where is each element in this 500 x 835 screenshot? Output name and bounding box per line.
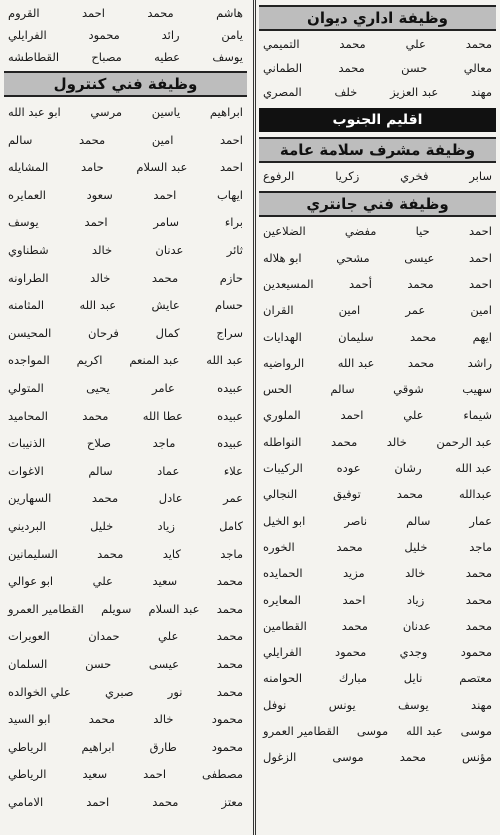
section-heading-safety-supervisor: وظيفة مشرف سلامة عامة [259,137,496,163]
name-row [259,165,496,189]
name-part: اكريم [76,353,103,368]
name-part: سعود [86,187,113,202]
name-part: نور [167,684,183,699]
name-part: عبد الله [337,355,375,370]
name-part: مهند [471,697,492,712]
name-part: كامل [219,518,243,533]
name-part: محمد [216,684,243,699]
name-row [4,375,247,403]
name-part: علي [403,408,424,423]
name-row [259,245,496,271]
name-part: محمود [211,739,243,754]
name-part: احمد [143,767,167,782]
name-part: عبد العزيز [390,85,439,100]
name-part: السهارين [8,491,52,506]
name-part: ماجد [469,539,492,554]
name-part: العويرات [8,629,50,644]
name-part: القطامير العمرو [8,601,84,616]
name-part: عوده [336,461,361,476]
section-heading-admin-diwan: وظيفة اداري ديوان [259,5,496,31]
name-row [4,789,247,817]
name-part: عمر [223,491,243,506]
name-part: الاغوات [8,463,44,478]
name-row [4,99,247,127]
name-part: عبيده [217,380,243,395]
name-part: سعيد [152,574,178,589]
name-part: محمد [330,434,358,449]
name-part: ابراهيم [209,105,243,120]
name-part: عدنان [402,618,431,633]
name-part: امين [470,303,492,318]
name-part: عادل [158,491,183,506]
name-row [259,456,496,482]
name-part: امين [338,303,361,318]
name-part: حيا [415,224,430,239]
name-part: احمد [342,592,366,607]
name-row [259,272,496,298]
name-part: محمد [216,601,243,616]
name-part: علاء [223,463,243,478]
name-part: محمود [460,645,492,660]
name-part: المتولي [8,380,44,395]
name-part: مصطفى [202,767,243,782]
name-part: عبيده [217,436,243,451]
admin-diwan-list [259,33,496,105]
name-part: حسام [215,298,243,313]
name-part: ياسين [151,105,181,120]
name-part: محمد [339,37,366,52]
name-part: محمد [465,592,492,607]
name-part: أحمد [349,276,372,291]
name-part: الرفوع [263,169,295,184]
name-part: السليمانين [8,546,58,561]
name-part: مشحي [336,250,370,265]
name-part: شيماء [463,408,492,423]
name-row [259,81,496,105]
name-part: القطامين [263,618,307,633]
name-part: عبد الله [406,724,443,739]
name-part: محمد [465,618,492,633]
name-part: محمد [407,276,434,291]
name-part: ابو عبد الله [8,105,61,120]
name-part: ماجد [152,436,176,451]
name-part: نايل [403,671,423,686]
name-part: محمد [465,37,492,52]
name-part: العمايره [8,187,46,202]
section-heading-gantry-technician: وظيفة فني جانتري [259,191,496,217]
name-row [259,561,496,587]
name-row [259,535,496,561]
name-part: مرسي [90,105,123,120]
name-part: سالم [8,132,33,147]
name-part: الركيبات [263,461,303,476]
name-part: مؤنس [462,750,492,765]
name-part: احمد [469,224,492,239]
name-row [259,666,496,692]
name-part: محمد [147,6,174,21]
name-part: خليل [404,539,428,554]
name-part: سامر [153,215,180,230]
name-part: خالد [153,712,174,727]
name-row [4,678,247,706]
name-part: الذنيبات [8,436,46,451]
name-part: زكريا [335,169,360,184]
name-part: حمدان [88,629,120,644]
name-part: الطماني [263,61,303,76]
name-part: خالد [90,270,111,285]
name-part: الخوره [263,539,295,554]
name-part: سليمان [338,329,374,344]
name-part: حامد [80,160,104,175]
name-part: عبد الله [79,298,117,313]
name-part: عامر [152,380,175,395]
name-part: مصباح [91,50,122,65]
name-part: عايش [151,298,180,313]
gantry-technician-list [259,219,496,771]
name-row [4,47,247,69]
name-part: عبد المنعم [129,353,180,368]
name-part: صلاح [86,436,111,451]
name-part: الفرايلي [8,28,47,43]
name-part: المواجده [8,353,50,368]
name-part: سعيد [82,767,108,782]
name-part: خالد [405,566,426,581]
name-row [4,651,247,679]
control-technician-list [4,99,247,816]
name-part: محمد [88,712,116,727]
name-part: محمد [216,656,243,671]
name-part: ثائر [226,243,243,258]
name-part: سهيب [462,382,492,397]
name-part: عبدالله [458,487,492,502]
name-row [259,613,496,639]
name-part: الرياطي [8,767,47,782]
name-row [4,3,247,25]
name-part: احمد [220,132,243,147]
name-part: القروم [8,6,40,21]
name-part: القطاطشه [8,50,60,65]
name-part: البرديني [8,518,46,533]
name-row [259,640,496,666]
name-row [4,292,247,320]
section-heading-control-technician: وظيفة فني كنترول [4,71,247,97]
name-part: عبد السلام [148,601,200,616]
name-row [259,482,496,508]
name-part: عيسى [404,250,435,265]
name-part: الحس [263,382,292,397]
name-row [4,596,247,624]
name-part: ابو الخيل [263,513,306,528]
name-part: الهدايات [263,329,302,344]
name-part: الملوري [263,408,301,423]
name-row [4,734,247,762]
name-part: يوسف [212,50,243,65]
name-part: محمد [151,270,179,285]
name-part: احمد [86,794,110,809]
name-row [259,587,496,613]
name-row [4,458,247,486]
name-row [259,219,496,245]
name-part: محمد [82,408,109,423]
name-part: عبد السلام [136,160,188,175]
name-part: النواطله [263,434,302,449]
name-part: سالم [406,513,431,528]
name-row [4,513,247,541]
name-part: معالي [463,61,492,76]
name-part: المحيسن [8,325,52,340]
name-row [4,347,247,375]
name-part: عبيده [217,408,243,423]
name-part: الرواضيه [263,355,305,370]
left-top-list [4,3,247,69]
name-part: احمد [84,215,108,230]
name-part: فخري [400,169,429,184]
name-row [4,127,247,155]
name-part: الطراونه [8,270,49,285]
name-part: عمر [405,303,426,318]
name-part: عماد [157,463,180,478]
name-part: محمد [396,487,424,502]
name-part: المسيعدين [263,276,314,291]
name-part: صبري [104,684,134,699]
name-part: هاشم [216,6,243,21]
name-part: محمد [97,546,124,561]
name-part: مهند [471,85,492,100]
name-part: المعايره [263,592,302,607]
name-part: سابر [469,169,492,184]
name-part: الرياطي [8,739,47,754]
region-heading-south: اقليم الجنوب [259,108,496,132]
name-part: عيسى [148,656,180,671]
name-part: محمد [410,329,437,344]
name-part: محمد [407,355,435,370]
name-part: علي [158,629,179,644]
name-row [259,57,496,81]
name-part: محمد [216,629,243,644]
name-row [4,761,247,789]
name-part: المشايله [8,160,49,175]
name-part: محمود [88,28,120,43]
name-part: القطامير العمرو [263,724,339,739]
name-part: احمد [220,160,243,175]
name-part: عدنان [155,243,184,258]
name-part: معتز [221,794,243,809]
name-part: عطيه [154,50,181,65]
name-part: حازم [219,270,243,285]
name-part: السلمان [8,656,48,671]
name-part: ابو هلاله [263,250,302,265]
name-part: موسى [460,724,492,739]
name-part: الحمايده [263,566,303,581]
name-part: احمد [469,276,492,291]
name-part: فرحان [88,325,119,340]
name-part: المصري [263,85,302,100]
name-row [4,430,247,458]
name-part: موسى [332,750,364,765]
name-row [4,320,247,348]
name-part: محمد [465,566,492,581]
name-part: عمار [469,513,492,528]
name-part: عبد الله [455,461,492,476]
name-row [4,541,247,569]
name-part: سراج [216,325,243,340]
name-row [4,182,247,210]
name-part: احمد [469,250,492,265]
name-part: عبد الله [206,353,243,368]
name-part: زياد [157,518,175,533]
name-part: محمود [335,645,367,660]
name-part: موسى [356,724,389,739]
name-row [4,485,247,513]
name-row [4,265,247,293]
name-part: سالم [88,463,113,478]
name-part: براء [224,215,243,230]
name-part: يامن [221,28,243,43]
name-part: الزغول [263,750,297,765]
name-row [4,209,247,237]
name-part: يحيى [86,380,110,395]
name-part: طارق [149,739,177,754]
name-row [4,403,247,431]
name-part: ابو السيد [8,712,51,727]
name-part: ماجد [220,546,243,561]
name-part: امين [151,132,174,147]
name-part: محمد [338,61,365,76]
name-part: مزيد [342,566,365,581]
name-part: خلف [334,85,358,100]
column-divider [253,0,256,835]
name-part: محمد [399,750,427,765]
name-row [4,237,247,265]
name-part: يوسف [8,215,39,230]
name-part: حسن [401,61,428,76]
name-part: محمد [152,794,179,809]
name-part: الحوامنه [263,671,303,686]
name-part: وجدي [399,645,428,660]
name-part: محمد [216,574,243,589]
name-part: عبد الرحمن [436,434,492,449]
name-part: رائد [161,28,180,43]
name-part: المحاميد [8,408,48,423]
name-row [259,692,496,718]
name-row [4,706,247,734]
name-row [259,403,496,429]
name-row [4,568,247,596]
name-part: يونس [328,697,356,712]
name-part: علي [405,37,426,52]
name-part: شوقي [393,382,424,397]
name-part: ناصر [344,513,368,528]
name-part: النجالي [263,487,298,502]
name-part: شطناوي [8,243,49,258]
name-part: رشان [394,461,422,476]
name-part: خالد [91,243,113,258]
name-part: كمال [155,325,180,340]
name-part: نوفل [263,697,287,712]
right-column [253,0,500,835]
name-part: الفرايلي [263,645,302,660]
name-part: كايد [162,546,181,561]
name-row [259,745,496,771]
name-row [259,350,496,376]
name-part: احمد [340,408,364,423]
name-part: ابو عوالي [8,574,54,589]
name-row [259,719,496,745]
name-part: مفضي [344,224,377,239]
name-part: ايهاب [216,187,243,202]
name-part: احمد [81,6,105,21]
name-part: ابراهيم [81,739,115,754]
name-part: سويلم [101,601,132,616]
name-part: محمد [336,539,363,554]
name-row [4,25,247,47]
name-part: المثامنه [8,298,45,313]
name-part: محمد [91,491,119,506]
safety-supervisor-list [259,165,496,189]
name-part: محمود [211,712,243,727]
name-part: الامامي [8,794,44,809]
name-part: عطا الله [142,408,183,423]
name-row [259,324,496,350]
name-part: سالم [330,382,355,397]
name-part: زياد [406,592,425,607]
name-part: محمد [78,132,106,147]
name-part: خالد [386,434,407,449]
name-part: يوسف [398,697,429,712]
name-part: احمد [153,187,177,202]
name-row [259,429,496,455]
name-part: علي الخوالده [8,684,71,699]
name-row [4,623,247,651]
name-part: ايهم [472,329,492,344]
name-part: القران [263,303,294,318]
name-part: محمد [341,618,368,633]
name-part: حسن [85,656,112,671]
name-part: التميمي [263,37,300,52]
name-part: خليل [90,518,114,533]
name-part: راشد [467,355,492,370]
name-part: معتصم [459,671,492,686]
name-part: علي [92,574,113,589]
name-row [4,154,247,182]
name-row [259,298,496,324]
name-part: توفيق [333,487,361,502]
name-row [259,377,496,403]
name-row [259,508,496,534]
name-part: مبارك [338,671,368,686]
name-row [259,33,496,57]
name-part: الضلاعين [263,224,306,239]
